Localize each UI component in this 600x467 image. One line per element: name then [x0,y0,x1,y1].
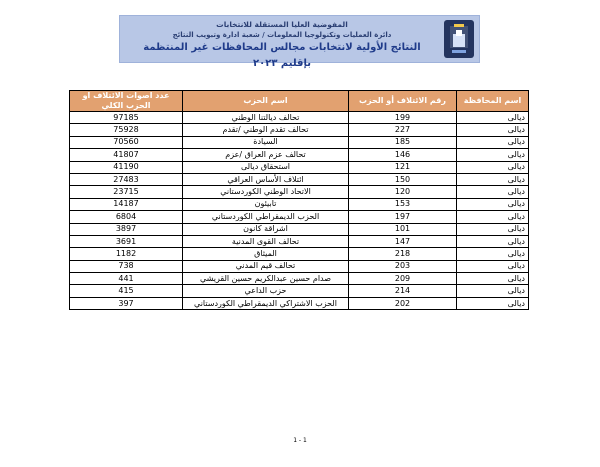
table-header-row [70,91,529,112]
list-number-cell: 214 [349,285,457,297]
governorate-cell: ديالى [457,211,529,223]
votes-cell: 70560 [70,136,183,148]
results-table [69,90,529,310]
votes-cell: 41807 [70,149,183,161]
list-number-cell: 227 [349,124,457,136]
party-name-cell: الحزب الديمقراطي الكوردستاني [183,211,349,223]
governorate-cell: ديالى [457,161,529,173]
party-name-cell: السيادة [183,136,349,148]
votes-cell: 3691 [70,235,183,247]
table-row [70,136,529,148]
governorate-cell: ديالى [457,112,529,124]
list-number-cell: 146 [349,149,457,161]
table-row [70,223,529,235]
governorate-cell: ديالى [457,124,529,136]
governorate-cell: ديالى [457,136,529,148]
governorate-cell: ديالى [457,149,529,161]
list-number-cell: 203 [349,260,457,272]
votes-cell: 441 [70,273,183,285]
table-body [70,112,529,310]
governorate-cell: ديالى [457,198,529,210]
list-number-cell: 120 [349,186,457,198]
governorate-cell: ديالى [457,248,529,260]
party-name-cell: تحالف عزم العراق /عزم [183,149,349,161]
list-number-cell: 209 [349,273,457,285]
department-name: دائرة العمليات وتكنولوجيا المعلومات / شعبة ادارة وتبويب النتائج [172,31,392,39]
column-header-list-number: رقم الائتلاف أو الحزب [349,91,457,112]
party-name-cell: الميثاق [183,248,349,260]
header-text [127,19,437,72]
votes-cell: 738 [70,260,183,272]
ballot-hand-icon [444,20,474,58]
table-row [70,186,529,198]
governorate-cell: ديالى [457,285,529,297]
column-header-party-name: اسم الحزب [183,91,349,112]
governorate-cell: ديالى [457,297,529,309]
page-number: 1 - 1 [293,437,307,444]
commission-name: المفوضية العليا المستقلة للانتخابات [216,20,348,29]
table-row [70,161,529,173]
column-header-governorate: اسم المحافظة [457,91,529,112]
votes-cell: 6804 [70,211,183,223]
votes-cell: 3897 [70,223,183,235]
party-name-cell: تحالف ديالتنا الوطني [183,112,349,124]
votes-cell: 415 [70,285,183,297]
party-name-cell: الحزب الاشتراكي الديمقراطي الكوردستاني [183,297,349,309]
table-row [70,273,529,285]
list-number-cell: 147 [349,235,457,247]
governorate-cell: ديالى [457,186,529,198]
party-name-cell: تحالف القوى المدنية [183,235,349,247]
party-name-cell: تحالف تقدم الوطني /تقدم [183,124,349,136]
governorate-cell: ديالى [457,223,529,235]
governorate-cell: ديالى [457,260,529,272]
governorate-cell: ديالى [457,235,529,247]
list-number-cell: 197 [349,211,457,223]
party-name-cell: تحالف قيم المدني [183,260,349,272]
table-row [70,297,529,309]
votes-cell: 1182 [70,248,183,260]
governorate-cell: ديالى [457,273,529,285]
party-name-cell: استحقاق ديالى [183,161,349,173]
list-number-cell: 202 [349,297,457,309]
table-row [70,124,529,136]
votes-cell: 27483 [70,173,183,185]
votes-cell: 14187 [70,198,183,210]
governorate-cell: ديالى [457,173,529,185]
table-row [70,173,529,185]
party-name-cell: حزب الداعي [183,285,349,297]
list-number-cell: 218 [349,248,457,260]
list-number-cell: 199 [349,112,457,124]
votes-cell: 41190 [70,161,183,173]
party-name-cell: اشراقة كانون [183,223,349,235]
table-row [70,198,529,210]
list-number-cell: 121 [349,161,457,173]
table-row [70,248,529,260]
votes-cell: 75928 [70,124,183,136]
table-row [70,211,529,223]
document-title: النتائج الأولية لانتخابات مجالس المحافظات غير المنتظمة بإقليم ٢٠٢٣ [143,42,421,69]
party-name-cell: ائتلاف الأساس العراقي [183,173,349,185]
table-row [70,149,529,161]
column-header-total-votes: عدد اصوات الائتلاف او الحزب الكلي [70,91,183,112]
table-row [70,235,529,247]
table-row [70,112,529,124]
list-number-cell: 185 [349,136,457,148]
votes-cell: 23715 [70,186,183,198]
votes-cell: 97185 [70,112,183,124]
party-name-cell: الاتحاد الوطني الكوردستاني [183,186,349,198]
party-name-cell: صدام حسين عبدالكريم حسين القريشي [183,273,349,285]
party-name-cell: تابيئون [183,198,349,210]
votes-cell: 397 [70,297,183,309]
list-number-cell: 150 [349,173,457,185]
header-banner [119,15,480,69]
table-row [70,260,529,272]
list-number-cell: 153 [349,198,457,210]
list-number-cell: 101 [349,223,457,235]
table-row [70,285,529,297]
